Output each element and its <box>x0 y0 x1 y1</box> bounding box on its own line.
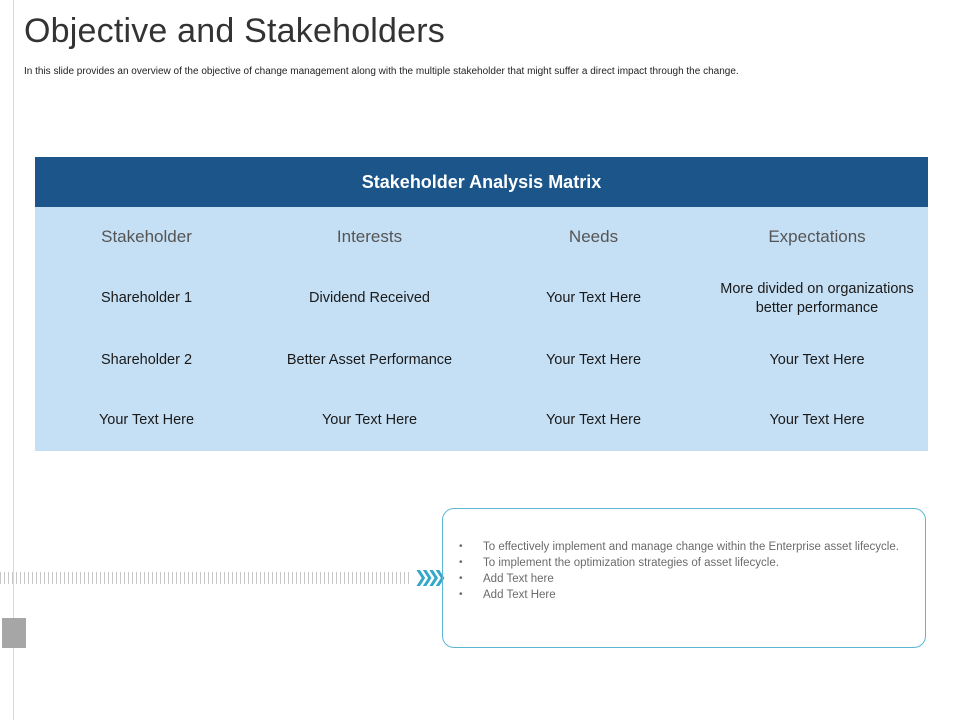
column-header-stakeholder: Stakeholder <box>101 227 192 246</box>
page-subtitle: In this slide provides an overview of the objective of change management along with the multiple stakeholder that might suffer a direct impact through the change. <box>24 66 739 77</box>
column-header-needs: Needs <box>568 227 619 246</box>
slide-marker <box>2 618 26 648</box>
column-header-interests: Interests <box>336 227 403 246</box>
table-cell: Better Asset Performance <box>286 351 453 368</box>
list-item: • Add Text here <box>459 571 907 587</box>
table-row <box>35 390 928 451</box>
list-item: • To implement the optimization strategies of asset lifecycle. <box>459 555 907 571</box>
tick-rule <box>0 572 412 584</box>
table-cell: Your Text Here <box>545 290 642 306</box>
chevron-right-icon: ❯❯❯❯ <box>414 569 440 586</box>
table-cell: Shareholder 1 <box>100 290 193 306</box>
table-row <box>35 330 928 390</box>
stakeholder-matrix <box>35 157 928 451</box>
page-title: Objective and Stakeholders <box>24 12 446 50</box>
table-cell: Dividend Received <box>309 290 430 306</box>
table-row <box>35 267 928 330</box>
table-cell: Your Text Here <box>321 412 418 428</box>
list-item: • To effectively implement and manage change within the Enterprise asset lifecycle. <box>459 539 907 555</box>
table-cell: More divided on organizations better performance <box>720 280 914 316</box>
list-item: • Add Text Here <box>459 587 907 603</box>
table-cell: Your Text Here <box>769 351 865 368</box>
column-header-expectations: Expectations <box>768 227 866 246</box>
objectives-box <box>442 508 926 648</box>
table-cell: Your Text Here <box>769 412 865 428</box>
table-cell: Your Text Here <box>545 351 642 368</box>
left-divider <box>13 0 14 720</box>
table-cell: Your Text Here <box>545 412 642 428</box>
objectives-list <box>459 539 907 603</box>
table-cell: Your Text Here <box>98 412 195 428</box>
matrix-title: Stakeholder Analysis Matrix <box>35 157 928 207</box>
matrix-header-row <box>35 207 928 267</box>
table-cell: Shareholder 2 <box>100 351 193 368</box>
